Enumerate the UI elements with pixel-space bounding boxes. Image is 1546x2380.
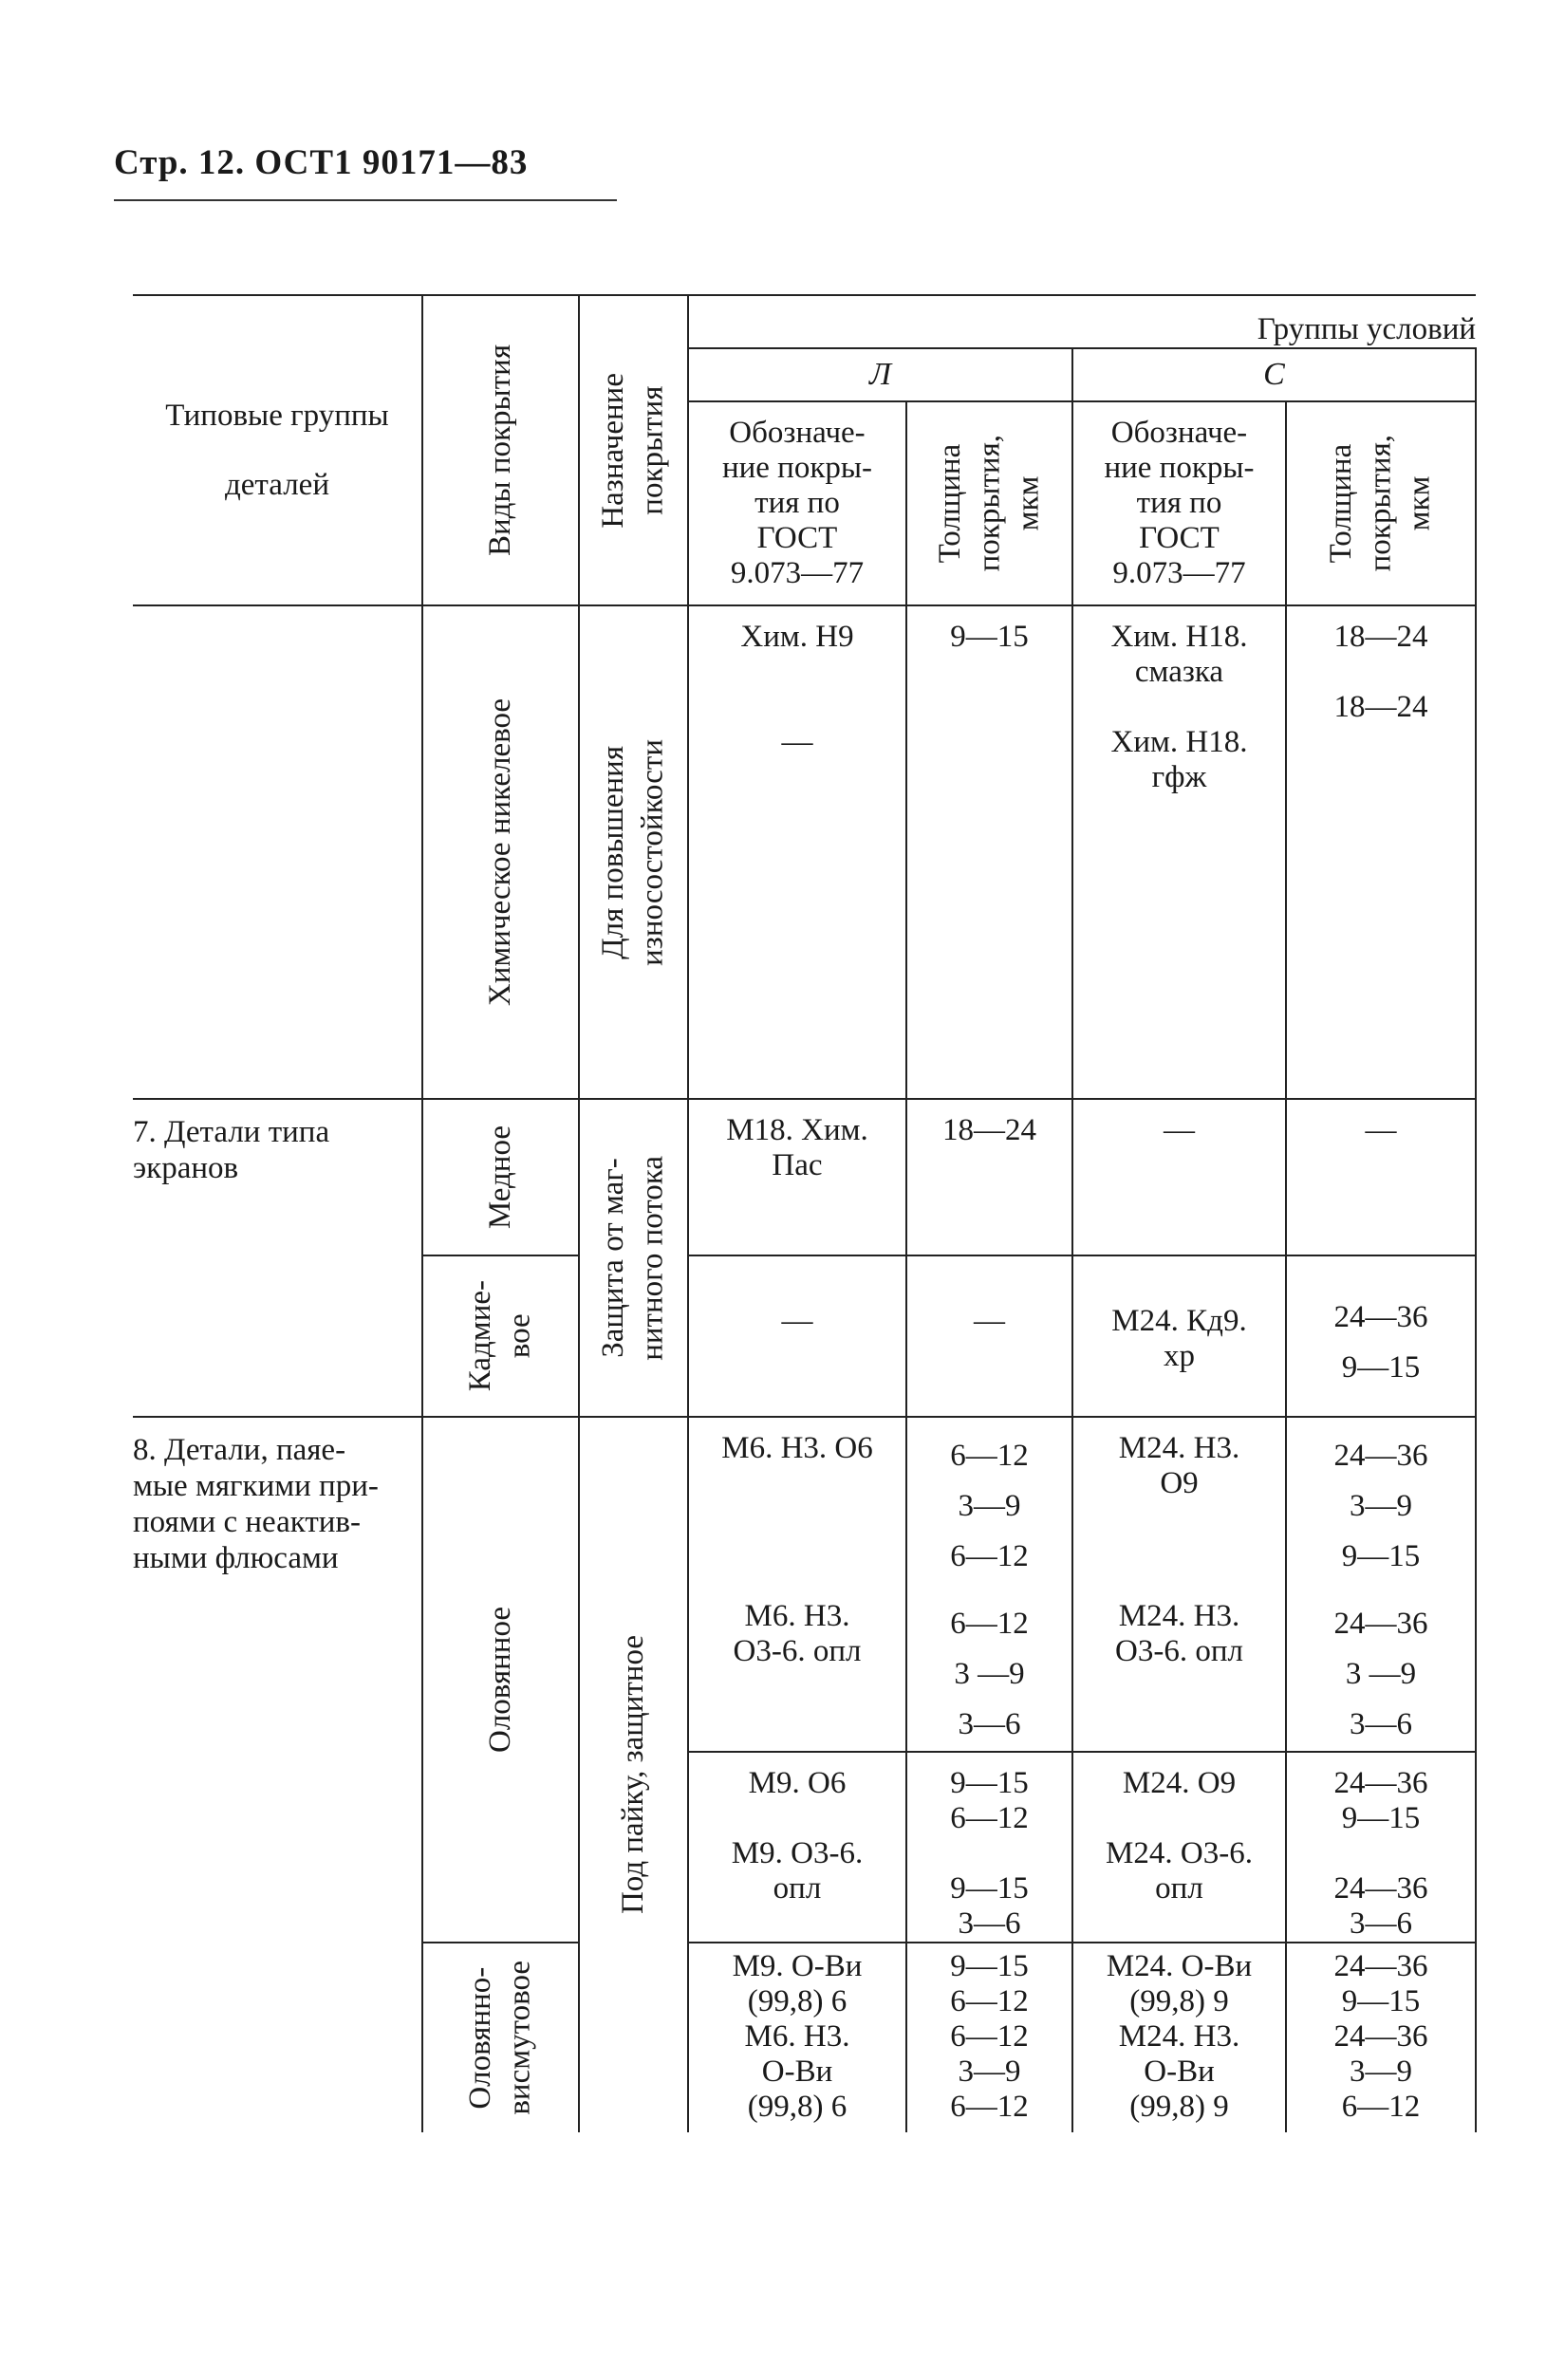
designation-cell: Хим. Н18. смазка Хим. Н18. гфж bbox=[1110, 620, 1248, 794]
designation-cell: М24. Кд9. хр bbox=[1111, 1304, 1247, 1373]
purpose-magnetic: Защита от маг- нитного потока bbox=[579, 1099, 688, 1417]
thickness-cell: 6—12 3—9 6—12 bbox=[950, 1439, 1029, 1573]
designation-cell: — bbox=[1164, 1113, 1195, 1147]
col-head-group-L: Л bbox=[688, 348, 1072, 401]
designation-cell: М24. Н3. О9 bbox=[1118, 1431, 1240, 1500]
thickness-cell: 24—36 3—9 9—15 bbox=[1333, 1439, 1428, 1573]
designation-cell: М9. О-Ви (99,8) 6 М6. Н3. О-Ви (99,8) 6 bbox=[732, 1948, 863, 2124]
thickness-cell: 9—15 6—12 9—15 3—6 bbox=[950, 1766, 1029, 1941]
thickness-cell: 24—36 3 —9 3—6 bbox=[1333, 1607, 1428, 1741]
purpose-soldering: Под пайку, защитное bbox=[579, 1417, 688, 2132]
col-head-C-thickness: Толщина покрытия, мкм bbox=[1286, 401, 1476, 605]
designation-cell: М18. Хим. Пас bbox=[726, 1113, 868, 1182]
coating-type-nickel: Химическое никелевое bbox=[422, 605, 579, 1099]
designation-cell: М24. О-Ви (99,8) 9 М24. Н3. О-Ви (99,8) 9 bbox=[1106, 1948, 1253, 2124]
table-row bbox=[133, 605, 1476, 1099]
group-cell-continued bbox=[133, 605, 422, 1099]
col-head-type: Виды покрытия bbox=[422, 295, 579, 605]
coating-table bbox=[133, 294, 1477, 2132]
col-head-group-C: С bbox=[1072, 348, 1476, 401]
coating-type-tin: Оловянное bbox=[422, 1417, 579, 1943]
thickness-cell: 24—36 9—15 bbox=[1333, 1300, 1428, 1385]
thickness-cell: 6—12 3 —9 3—6 bbox=[950, 1607, 1029, 1741]
coating-type-cadmium: Кадмие- вое bbox=[422, 1255, 579, 1417]
designation-cell: М24. О9 М24. О3-6. опл bbox=[1106, 1766, 1253, 1906]
thickness-cell: 18—24 bbox=[942, 1113, 1036, 1147]
thickness-cell: 9—15 bbox=[950, 620, 1029, 654]
group-label-8: 8. Детали, паяе- мые мягкими при- поями с неактив- ными флюсами bbox=[133, 1433, 379, 1575]
designation-cell: М6. Н3. О6 bbox=[721, 1431, 873, 1465]
coating-type-copper: Медное bbox=[422, 1099, 579, 1255]
thickness-cell: — bbox=[1365, 1113, 1397, 1147]
purpose-wear: Для повышения износостойкости bbox=[579, 605, 688, 1099]
thickness-cell: — bbox=[974, 1304, 1005, 1338]
col-head-conditions: Группы условий bbox=[688, 295, 1476, 348]
col-head-purpose: Назначение покрытия bbox=[579, 295, 688, 605]
thickness-cell: 18—24 18—24 bbox=[1333, 620, 1428, 724]
table-row bbox=[133, 1099, 1476, 1255]
coating-type-tin-bismuth: Оловянно- висмутовое bbox=[422, 1943, 579, 2132]
col-head-L-thickness: Толщина покрытия, мкм bbox=[906, 401, 1072, 605]
group-label-7: 7. Детали типа экранов bbox=[133, 1115, 330, 1185]
designation-cell: М6. Н3. О3-6. опл bbox=[733, 1599, 862, 1668]
designation-cell: — bbox=[781, 1304, 813, 1338]
designation-cell: М24. Н3. О3-6. опл bbox=[1115, 1599, 1243, 1668]
thickness-cell: 24—36 9—15 24—36 3—6 bbox=[1333, 1766, 1428, 1941]
header-rule bbox=[114, 199, 617, 201]
col-head-group: Типовые группы деталей bbox=[133, 295, 422, 605]
designation-cell: Хим. Н9 — bbox=[740, 620, 854, 759]
table-row bbox=[133, 1417, 1476, 1586]
page-header: Стр. 12. ОСТ1 90171—83 bbox=[114, 143, 529, 182]
col-head-L-designation: Обозначе- ние покры- тия по ГОСТ 9.073—77 bbox=[688, 401, 906, 605]
col-head-C-designation: Обозначе- ние покры- тия по ГОСТ 9.073—77 bbox=[1072, 401, 1286, 605]
designation-cell: М9. О6 М9. О3-6. опл bbox=[731, 1766, 864, 1906]
thickness-cell: 24—36 9—15 24—36 3—9 6—12 bbox=[1333, 1948, 1428, 2124]
thickness-cell: 9—15 6—12 6—12 3—9 6—12 bbox=[950, 1948, 1029, 2124]
